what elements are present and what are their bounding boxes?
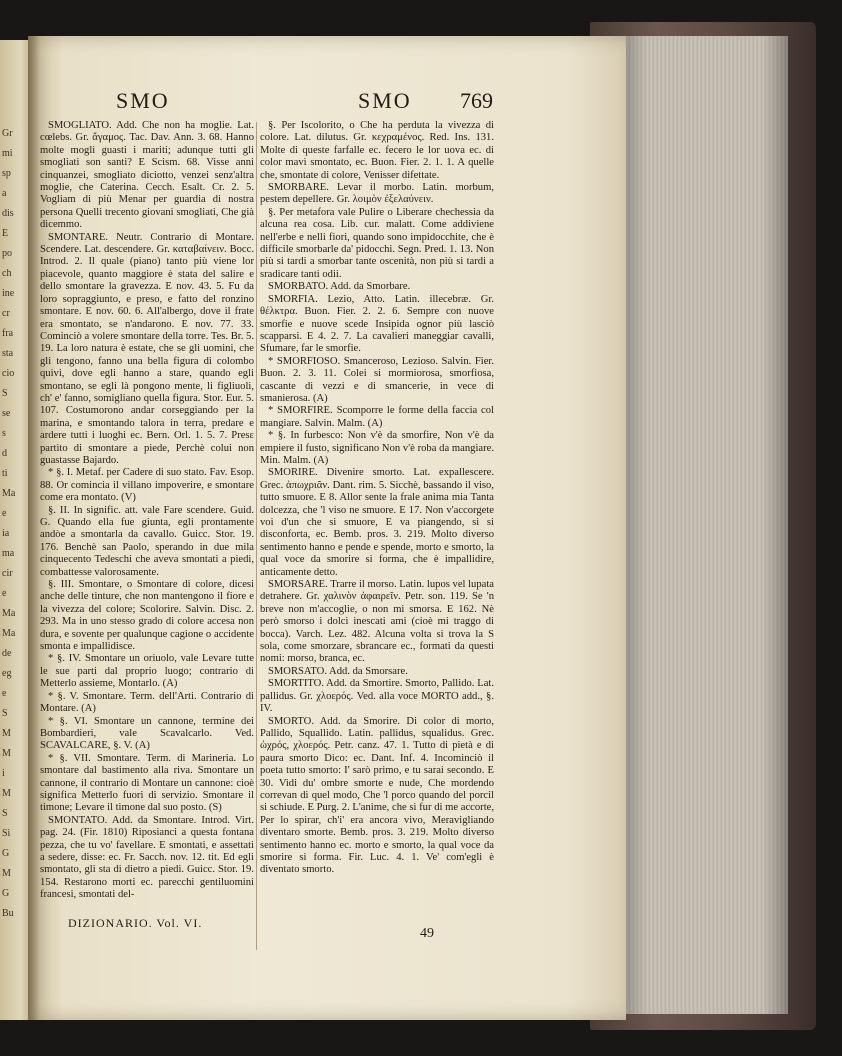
left-page-text-fragment: M — [2, 788, 11, 799]
left-page-text-fragment: Si — [2, 828, 11, 839]
left-page-text-fragment: Ma — [2, 608, 16, 619]
left-page-text-fragment: a — [2, 188, 7, 199]
signature-mark: 49 — [420, 926, 434, 941]
page-number: 769 — [460, 88, 493, 113]
left-page-text-fragment: po — [2, 248, 12, 259]
dictionary-entry: SMORFIA. Lezio, Atto. Latin. illecebræ. Gr. θέλκτρα. Buon. Fier. 2. 2. 6. Sempre con nuove smorfie e nuove scede Insipida ognor più lasciò scapparsi. E 4. 2. 7. La cavalieri maneggiar cavalli, Sfumare, far le smorfie. — [260, 293, 494, 355]
left-page-text-fragment: ti — [2, 468, 8, 479]
left-page-text-fragment: Bu — [2, 908, 14, 919]
dictionary-entry: * §. V. Smontare. Term. dell'Arti. Contrario di Montare. (A) — [40, 690, 254, 715]
left-page-text-fragment: d — [2, 448, 7, 459]
left-page-text-fragment: se — [2, 408, 11, 419]
left-page-text-fragment: ma — [2, 548, 15, 559]
left-page-text-fragment: cir — [2, 568, 13, 579]
left-page-text-fragment: G — [2, 888, 10, 899]
left-page-text-fragment: M — [2, 728, 11, 739]
left-column — [40, 120, 254, 902]
dictionary-entry: * §. In furbesco: Non v'è da smorfire, Non v'è da empiere il fusto, significano Non v'è roba da mangiare. Min. Malm. (A) — [260, 430, 494, 466]
right-running-head: SMO — [358, 88, 412, 113]
left-page-text-fragment: eg — [2, 668, 12, 679]
gutter-shadow — [28, 36, 40, 1020]
left-page-text-fragment: cr — [2, 308, 10, 319]
left-page-text-fragment: G — [2, 848, 10, 859]
left-page-text-fragment: M — [2, 868, 11, 879]
left-page-text-fragment: S — [2, 808, 8, 819]
dictionary-entry: SMORTO. Add. da Smorire. Di color di morto, Pallido, Squallido. Latin. pallidus, squalidus. Grec. ὠχρός, χλοερός. Petr. canz. 47. 1. Tutto di pietà e di paura smorto Dico: ec. Dant. Inf. 4. Incominciò il poeta tutto smorto: I' sarò primo, e tu sarai secondo. E 30. Vidi du' ombre smorte e nude, Che mordendo correvan di quel modo, Che 'l porco quando del porcil si schiude. E Purg. 2. L'anime, che si fur di me accorte, Per lo spirar, ch'i' era ancora vivo, Meravigliando diventaro smorte. Bemb. pros. 3. 219. Molto diverso sentimento hanno ec. morto e smorto, la qual voce da smorire si forma. Fir. Luc. 4. 1. Ve' com'egli è diventato smorto. — [260, 715, 494, 876]
left-page-text-fragment: e — [2, 508, 7, 519]
dictionary-entry: SMORTITO. Add. da Smortire. Smorto, Pallido. Lat. pallidus. Gr. χλοερός. Ved. alla voce MORTO add., §. IV. — [260, 678, 494, 715]
volume-label: DIZIONARIO. Vol. VI. — [68, 916, 203, 930]
left-page-text-fragment: sp — [2, 168, 11, 179]
right-column — [260, 120, 494, 877]
dictionary-entry: §. III. Smontare, o Smontare di colore, dicesi anche delle tinture, che non mantengono il fiore e la vivezza del colore; Scolorire. Salvin. Disc. 2. 293. Ma in uno stesso grado di colore accesa non dura, e sovente per qualunque cagione o accidente smonta e impallidisce. — [40, 579, 254, 653]
left-page-text-fragment: dis — [2, 208, 14, 219]
left-page-text-fragment: Gr — [2, 128, 13, 139]
left-page-text-fragment: s — [2, 428, 6, 439]
dictionary-entry: SMONTATO. Add. da Smontare. Introd. Virt. pag. 24. (Fir. 1810) Riposianci a questa fontana pezza, che tu vo' favellare. E smontati, e assettati a sedere, disse: ec. Fr. Sacch. nov. 12. tit. Ed egli smontato, gli sta di dietro a piedi. Guicc. Stor. 19. 154. Restarono morti ec. parecchi gentiluomini francesi, smontati del- — [40, 814, 254, 901]
running-header — [28, 88, 626, 118]
dictionary-entry: * §. I. Metaf. per Cadere di suo stato. Fav. Esop. 88. Or comincia il villano impoverire, e smontare come era montato. (V) — [40, 467, 254, 504]
column-rule — [256, 122, 257, 950]
left-page-text-fragment: ine — [2, 288, 15, 299]
left-page-text-fragment: E — [2, 228, 9, 239]
left-page-text-fragment: e — [2, 688, 7, 699]
dictionary-page — [28, 36, 626, 1020]
dictionary-entry: §. Per Iscolorito, o Che ha perduta la vivezza di colore. Lat. dilutus. Gr. κεχραμένος. Red. Ins. 131. Molte di queste farfalle ec. fecero le lor uova ec. di color mavì smontato, ec. Buon. Fier. 2. 1. 1. A quelle che, smontate di colore, Venisser difettate. — [260, 120, 494, 181]
left-page-text-fragment: S — [2, 388, 8, 399]
dictionary-entry: SMORSATO. Add. da Smorsare. — [268, 665, 408, 677]
dictionary-entry: SMORSARE. Trarre il morso. Latin. lupos vel lupata detrahere. Gr. χαλινὸν ἀφαιρεῖν. Petr. son. 119. Se 'n breve non m'accoglie, o non mi smorsa. E 162. Nè però smorso i dolci inescati ami (cioè mi traggo di bocca). Varch. Lez. 482. Alcuna volta si trova la S sola, come smorzare, sbrancare ec., formati da questi nomi: morso, branca, ec. — [260, 579, 494, 665]
left-page-text-fragment: de — [2, 648, 12, 659]
page-block-edge — [620, 36, 788, 1014]
left-page-text-fragment: ia — [2, 528, 10, 539]
dictionary-entry: SMOGLIATO. Add. Che non ha moglie. Lat. cœlebs. Gr. ἄγαμος. Tac. Dav. Ann. 3. 68. Hanno molte mogli guasti i mariti; adunque tutti gli smogliati son santi? E Scism. 68. Visse anni cinquanzei, smogliato diciotto, venzei senz'altra moglie, che Caterina. Cecch. Esalt. Cr. 2. 5. Vogliam di più Menar per guardia di nostra persona Quelli trecento giovani smogliati, Che già dicemmo. — [40, 120, 254, 231]
left-page-text-fragment: cio — [2, 368, 15, 379]
dictionary-entry: §. Per metafora vale Pulire o Liberare chechessia da alcuna rea cosa. Lib. cur. malatt. Come addiviene nell'erbe e nelli fiori, quando sono impidocchite, che è difficile smorbarle da' pidocchi. Segn. Pred. 1. 13. Non più si tardi a smorbar tante oscenità, non più si tardi a sradicare tanti odii. — [260, 206, 494, 280]
dictionary-entry: * SMORFIOSO. Smanceroso, Lezioso. Salvin. Fier. Buon. 2. 3. 11. Colei si mormiorosa, smorfiosa, cascante di vezzi e di smancerie, in vece di smanierosa. (A) — [260, 355, 494, 404]
left-page-text-fragment: e — [2, 588, 7, 599]
left-running-head: SMO — [116, 88, 170, 113]
dictionary-entry: * §. IV. Smontare un oriuolo, vale Levare tutte le sue parti dal proprio luogo; contrario di Metterlo assieme, Montarlo. (A) — [40, 653, 254, 690]
dictionary-entry: SMORIRE. Divenire smorto. Lat. expallescere. Grec. ἀπωχριᾶν. Dant. rim. 5. Sicchè, bassando il viso, tutto smuore. E 8. Allor sente la frale anima mia Tanta dolcezza, che 'l viso ne smuore. E 17. Non v'accorgete voi d'un che si smuore, E va piangendo, si si disconforta, ec. Bemb. pros. 3. 219. Molto diverso sentimento hanno e pende e spende, morto e smorto, la qual voce da smorire si forma, che è impallidire, anticamente detto. — [260, 467, 494, 578]
left-page-text-fragment: S — [2, 708, 8, 719]
left-page-text-fragment: i — [2, 768, 5, 779]
dictionary-entry: * SMORFIRE. Scomporre le forme della faccia col mangiare. Salvin. Malm. (A) — [260, 405, 494, 429]
dictionary-entry: * §. VII. Smontare. Term. di Marineria. Lo smontare dal bastimento alla riva. Smontare un cannone, il contrario di Montare un cannone: cioè significa Metterlo fuori di servizio. Smontare il timone; Levare il timone dal suo posto. (S) — [40, 752, 254, 814]
left-page-text-fragment: M — [2, 748, 11, 759]
dictionary-entry: §. II. In signific. att. vale Fare scendere. Guid. G. Quando ella fue giunta, egli prontamente andòe a smontarla da cavallo. Guicc. Stor. 19. 176. Benchè san Paolo, sperando in due mila cinquecento Tedeschi che aveva smontati a piedi, combattesse valorosamente. — [40, 504, 254, 578]
dictionary-entry: * §. VI. Smontare un cannone, termine dei Bombardieri, vale Scavalcarlo. Ved. SCAVALCARE, §. V. (A) — [40, 715, 254, 752]
left-page-text-fragment: Ma — [2, 488, 16, 499]
left-page-text-fragment: fra — [2, 328, 14, 339]
dictionary-entry: SMORBARE. Levar il morbo. Latin. morbum, pestem depellere. Gr. λοιμὸν ἐξελαύνειν. — [260, 182, 494, 206]
left-page-text-fragment: ch — [2, 268, 12, 279]
left-page-text-fragment: sta — [2, 348, 14, 359]
left-page-text-fragment: mi — [2, 148, 13, 159]
dictionary-entry: SMONTARE. Neutr. Contrario di Montare. Scendere. Lat. descendere. Gr. καταβαίνειν. Bocc. Introd. 2. Il quale (piano) tanto più viene lor piacevole, quanto maggiore è stata del salire e dello smontare la gravezza. E nov. 43. 5. Fu da loro sopraggiunto, e preso, e fatto del ronzino smontare. E nov. 60. 6. All'albergo, dove il frate era smontato, se n'andarono. E nov. 77. 33. Cominciò a volere smontare della torre. Tes. Br. 5. 19. La loro natura è estate, che se gli uomini, che gli tengono, fanno una bella figura di colombo quivi, dove egli hanno a stare, quando egli smontano, se egli là pongono mente, li figliuoli, ch' e' fanno, somigliano quella figura. Stor. Eur. 5. 107. Costumorono andar corseggiando per la marina, e smontando talora in terra, predare e ardere tutti i luoghi ec. Bern. Orl. 1. 5. 7. Presε partito di smontare a piede, Perchè colui non guastasse Bajardo. — [40, 231, 254, 466]
left-page-text-fragment: Ma — [2, 628, 16, 639]
dictionary-entry: SMORBATO. Add. da Smorbare. — [268, 281, 411, 293]
